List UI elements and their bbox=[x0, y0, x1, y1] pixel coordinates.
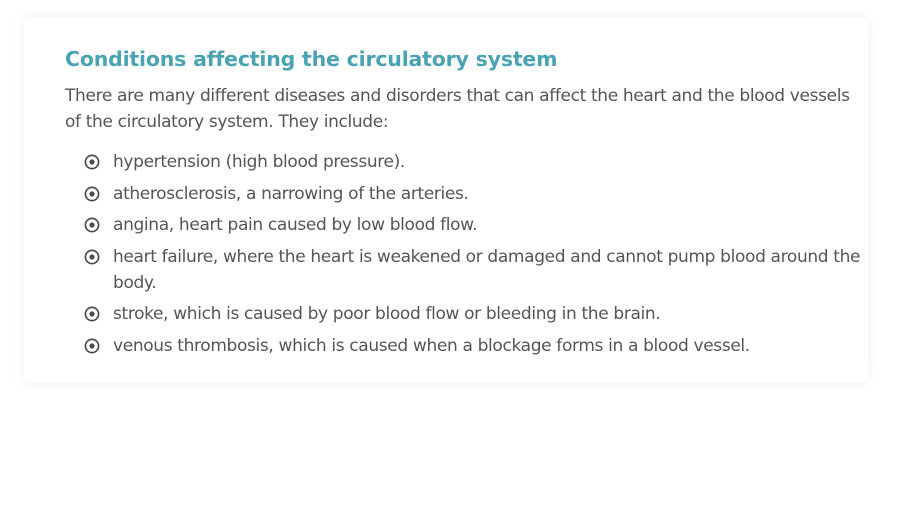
list-item-text: venous thrombosis, which is caused when a blockage forms in a blood vessel. bbox=[113, 335, 750, 356]
list-item-text: stroke, which is caused by poor blood flow or bleeding in the brain. bbox=[113, 304, 661, 324]
content-body bbox=[65, 45, 865, 364]
circle-dot-icon bbox=[84, 186, 100, 202]
circle-dot-icon bbox=[84, 306, 100, 322]
list-item bbox=[65, 181, 865, 207]
list-item bbox=[65, 244, 865, 296]
circle-dot-icon bbox=[84, 154, 100, 170]
list-item-text: heart failure, where the heart is weakened or damaged and cannot pump blood around the body. bbox=[113, 246, 861, 293]
intro-paragraph: There are many different diseases and disorders that can affect the heart and the blood vessels of the circulatory system. They include: bbox=[65, 86, 850, 132]
list-item bbox=[65, 149, 865, 175]
list-item bbox=[65, 301, 865, 327]
list-item-text: atherosclerosis, a narrowing of the arteries. bbox=[113, 183, 469, 204]
list-item-text: angina, heart pain caused by low blood flow. bbox=[113, 215, 478, 235]
list-item bbox=[65, 333, 865, 359]
section-heading: Conditions affecting the circulatory system bbox=[65, 47, 558, 71]
circle-dot-icon bbox=[84, 217, 100, 233]
conditions-list bbox=[65, 149, 865, 359]
circle-dot-icon bbox=[84, 249, 100, 265]
circle-dot-icon bbox=[84, 338, 100, 354]
list-item bbox=[65, 212, 865, 238]
list-item-text: hypertension (high blood pressure). bbox=[113, 152, 405, 172]
content-card bbox=[24, 18, 868, 382]
